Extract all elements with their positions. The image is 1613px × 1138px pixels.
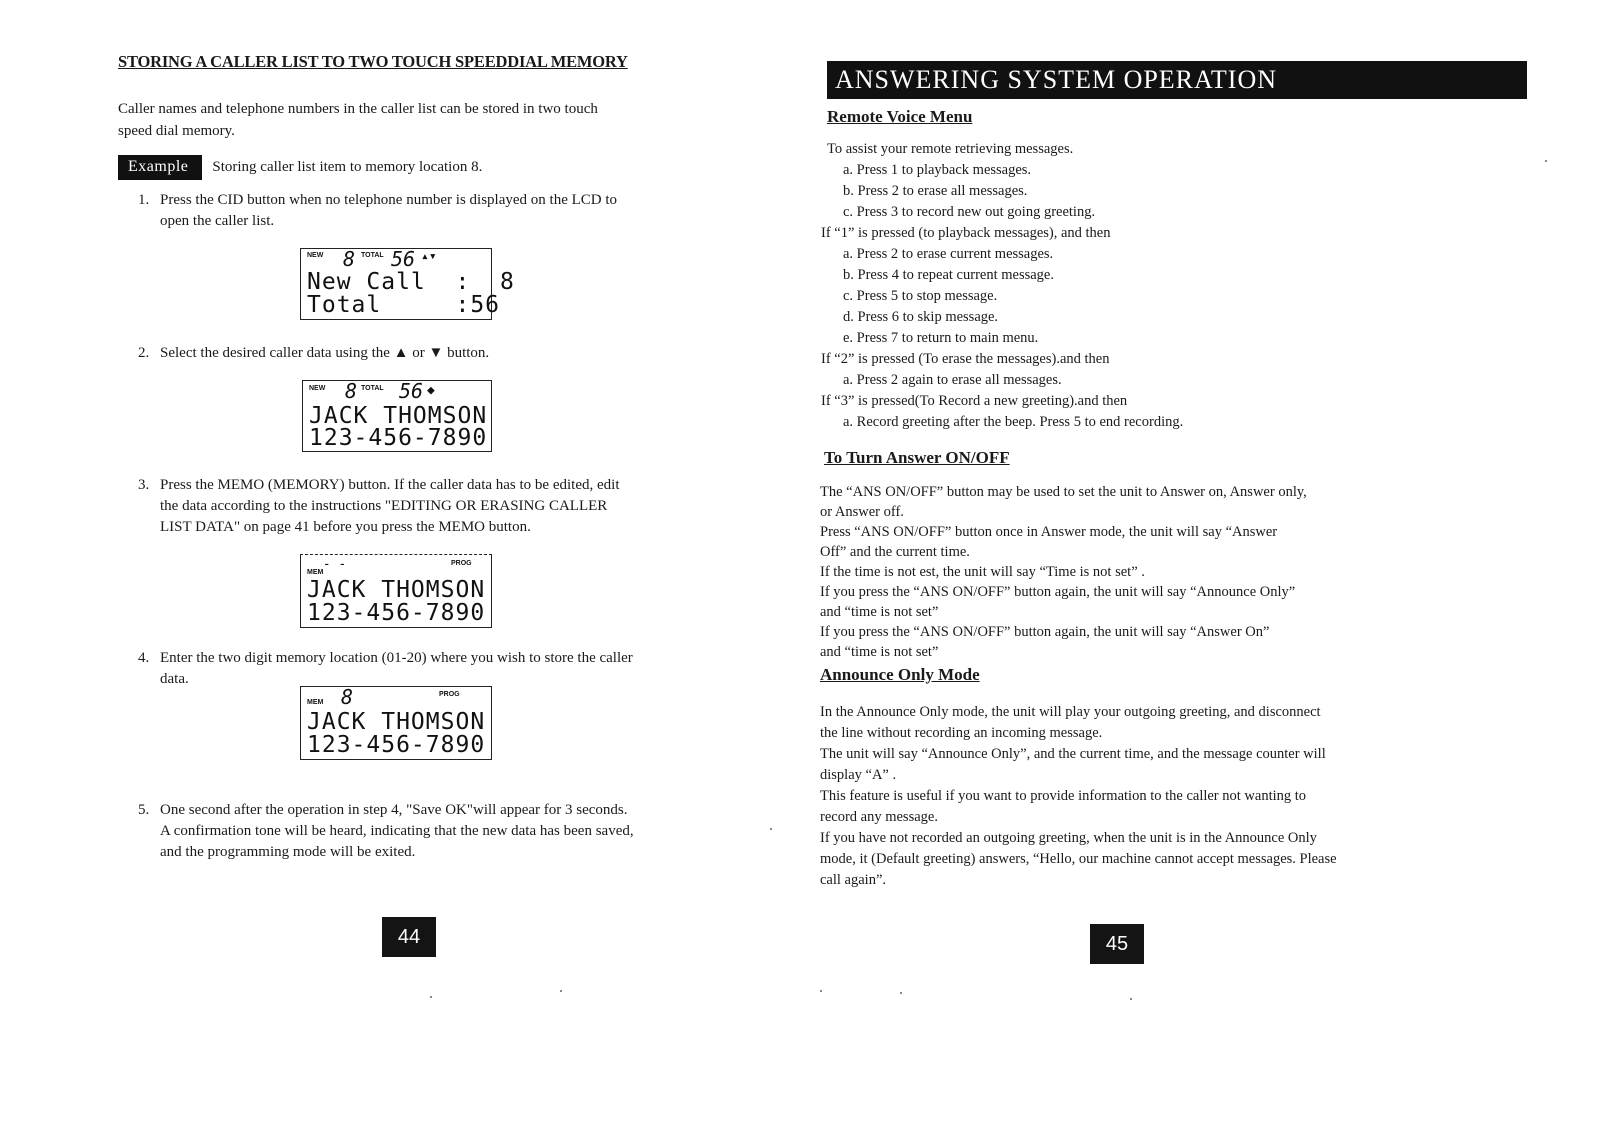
section-title: STORING A CALLER LIST TO TWO TOUCH SPEEDDIAL MEMORY xyxy=(118,52,628,71)
menu-line: c. Press 3 to record new out going greeting. xyxy=(843,204,1096,220)
step-number: 4. xyxy=(138,650,150,666)
lcd-line-2: 123-456-7890 xyxy=(307,732,486,758)
lcd-total-value: 56 xyxy=(391,247,416,271)
step-4 xyxy=(138,648,728,690)
paragraph-line: record any message. xyxy=(820,809,938,825)
intro-paragraph xyxy=(118,98,718,142)
lcd-display-caller-count xyxy=(300,247,515,320)
example-row xyxy=(118,155,482,180)
paragraph-line: or Answer off. xyxy=(820,504,904,520)
step-line: data. xyxy=(160,671,189,687)
menu-line: a. Press 2 to erase current messages. xyxy=(843,246,1054,262)
page-number: 44 xyxy=(382,917,436,957)
step-line: One second after the operation in step 4, "Save OK"will appear for 3 seconds. xyxy=(160,802,628,818)
scan-speck xyxy=(770,828,772,830)
lcd-line-2: 123-456-7890 xyxy=(309,425,488,451)
step-line: Press the CID button when no telephone number is displayed on the LCD to xyxy=(160,192,618,208)
intro-line: speed dial memory. xyxy=(118,123,235,139)
paragraph-line: mode, it (Default greeting) answers, “Hello, our machine cannot accept messages. Please xyxy=(820,851,1337,867)
step-number: 3. xyxy=(138,477,150,493)
section-banner: ANSWERING SYSTEM OPERATION xyxy=(827,61,1527,99)
menu-line: d. Press 6 to skip message. xyxy=(843,309,999,325)
updown-arrows-icon: ▴▾ xyxy=(421,249,437,264)
paragraph-line: the line without recording an incoming message. xyxy=(820,725,1103,741)
menu-line: a. Record greeting after the beep. Press 5 to end recording. xyxy=(843,414,1184,430)
lcd-mem-label: MEM xyxy=(307,569,324,576)
scan-speck xyxy=(820,990,822,992)
lcd-new-label: NEW xyxy=(307,252,324,259)
paragraph-line: The “ANS ON/OFF” button may be used to set the unit to Answer on, Answer only, xyxy=(820,484,1307,500)
lcd-display-memo xyxy=(300,554,492,628)
paragraph-line: and “time is not set” xyxy=(820,604,939,620)
paragraph-line: call again”. xyxy=(820,872,887,888)
step-number: 2. xyxy=(138,345,150,361)
right-page xyxy=(800,0,1613,1138)
scan-speck xyxy=(560,990,562,992)
remote-voice-menu-list xyxy=(821,139,1467,433)
menu-line: a. Press 1 to playback messages. xyxy=(843,162,1032,178)
lcd-line-1: JACK THOMSON xyxy=(309,403,488,429)
menu-line: e. Press 7 to return to main menu. xyxy=(843,330,1039,346)
paragraph-line: The unit will say “Announce Only”, and the current time, and the message counter will xyxy=(820,746,1326,762)
scan-speck xyxy=(1545,160,1547,162)
step-line: LIST DATA" on page 41 before you press the MEMO button. xyxy=(160,519,531,535)
step-2 xyxy=(138,343,728,364)
announce-only-text xyxy=(820,702,1460,891)
menu-line: To assist your remote retrieving messages. xyxy=(827,141,1074,157)
lcd-line-1: JACK THOMSON xyxy=(307,577,486,603)
lcd-total-label: TOTAL xyxy=(361,385,384,392)
step-number: 5. xyxy=(138,802,150,818)
announce-only-heading: Announce Only Mode xyxy=(820,665,980,684)
intro-line: Caller names and telephone numbers in the caller list can be stored in two touch xyxy=(118,101,598,117)
paragraph-line: This feature is useful if you want to provide information to the caller not wanting to xyxy=(820,788,1307,804)
lcd-mem-value: - - xyxy=(323,557,347,572)
page-number: 45 xyxy=(1090,924,1144,964)
lcd-display-memory-location xyxy=(300,686,492,760)
paragraph-line: Off” and the current time. xyxy=(820,544,970,560)
paragraph-line: Press “ANS ON/OFF” button once in Answer mode, the unit will say “Answer xyxy=(820,524,1278,540)
example-text: Storing caller list item to memory location 8. xyxy=(212,159,483,175)
step-5 xyxy=(138,800,728,863)
lcd-prog-label: PROG xyxy=(451,560,472,567)
menu-line: a. Press 2 again to erase all messages. xyxy=(843,372,1062,388)
lcd-line-2: 123-456-7890 xyxy=(307,600,486,626)
lcd-display-caller-entry xyxy=(302,380,492,452)
step-line: Enter the two digit memory location (01-20) where you wish to store the caller xyxy=(160,650,633,666)
step-line: the data according to the instructions "EDITING OR ERASING CALLER xyxy=(160,498,608,514)
lcd-new-value: 8 xyxy=(345,379,358,403)
paragraph-line: If you press the “ANS ON/OFF” button again, the unit will say “Answer On” xyxy=(820,624,1270,640)
lcd-new-label: NEW xyxy=(309,385,326,392)
paragraph-line: If you have not recorded an outgoing greeting, when the unit is in the Announce Only xyxy=(820,830,1317,846)
lcd-prog-label: PROG xyxy=(439,691,460,698)
paragraph-line: If the time is not est, the unit will say “Time is not set” . xyxy=(820,564,1145,580)
lcd-line-2: Total :56 xyxy=(307,292,501,318)
step-1 xyxy=(138,190,728,232)
scan-speck xyxy=(1130,998,1132,1000)
step-number: 1. xyxy=(138,192,150,208)
example-badge: Example xyxy=(118,155,202,180)
lcd-line-1: New Call : 8 xyxy=(307,269,515,295)
step-line: Select the desired caller data using the ▲ or ▼ button. xyxy=(160,345,490,361)
step-line: Press the MEMO (MEMORY) button. If the caller data has to be edited, edit xyxy=(160,477,620,493)
menu-line: If “1” is pressed (to playback messages), and then xyxy=(821,225,1111,241)
step-line: and the programming mode will be exited. xyxy=(160,844,416,860)
menu-line: b. Press 2 to erase all messages. xyxy=(843,183,1028,199)
step-line: A confirmation tone will be heard, indicating that the new data has been saved, xyxy=(160,823,634,839)
left-page xyxy=(0,0,800,1138)
remote-voice-menu-heading: Remote Voice Menu xyxy=(827,107,973,126)
menu-line: If “3” is pressed(To Record a new greeting).and then xyxy=(821,393,1128,409)
navigation-arrows-icon: ◆ xyxy=(427,383,435,398)
answer-on-off-text xyxy=(820,482,1460,662)
lcd-mem-label: MEM xyxy=(307,699,324,706)
paragraph-line: and “time is not set” xyxy=(820,644,939,660)
menu-line: c. Press 5 to stop message. xyxy=(843,288,998,304)
scan-speck xyxy=(430,996,432,998)
answer-on-off-heading: To Turn Answer ON/OFF xyxy=(824,448,1010,467)
lcd-total-label: TOTAL xyxy=(361,252,384,259)
step-line: open the caller list. xyxy=(160,213,275,229)
menu-line: If “2” is pressed (To erase the messages).and then xyxy=(821,351,1110,367)
lcd-total-value: 56 xyxy=(399,379,424,403)
lcd-new-value: 8 xyxy=(343,247,356,271)
paragraph-line: display “A” . xyxy=(820,767,897,783)
menu-line: b. Press 4 to repeat current message. xyxy=(843,267,1054,283)
scan-speck xyxy=(900,992,902,994)
lcd-mem-value: 8 xyxy=(341,685,354,709)
paragraph-line: In the Announce Only mode, the unit will play your outgoing greeting, and disconnect xyxy=(820,704,1321,720)
step-3 xyxy=(138,475,728,538)
lcd-line-1: JACK THOMSON xyxy=(307,709,486,735)
paragraph-line: If you press the “ANS ON/OFF” button again, the unit will say “Announce Only” xyxy=(820,584,1296,600)
